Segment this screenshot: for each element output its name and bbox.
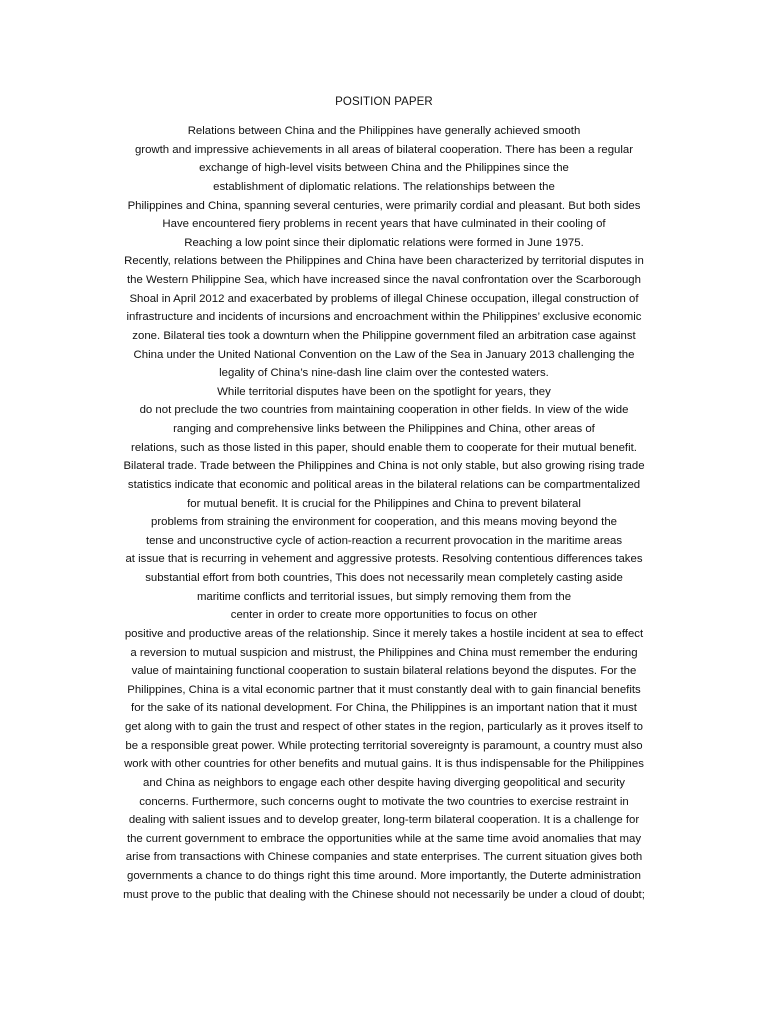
body-line: at issue that is recurring in vehement and aggressive protests. Resolving contentious differences takes: [125, 553, 643, 566]
body-line: work with other countries for other benefits and mutual gains. It is thus indispensable for the Philippines: [124, 758, 644, 771]
body-line: the current government to embrace the opportunities while at the same time avoid anomalies that may: [126, 832, 642, 845]
body-line: Philippines, China is a vital economic partner that it must constantly deal with to gain financial benefits: [127, 683, 641, 696]
body-line: Bilateral trade. Trade between the Philippines and China is not only stable, but also growing rising trade: [123, 460, 645, 473]
body-line: While territorial disputes have been on the spotlight for years, they: [217, 385, 551, 398]
body-line: relations, such as those listed in this paper, should enable them to cooperate for their mutual benefit.: [131, 441, 637, 454]
body-line: statistics indicate that economic and political areas in the bilateral relations can be compartmentalized: [127, 478, 641, 491]
body-line: tense and unconstructive cycle of action-reaction a recurrent provocation in the maritime areas: [145, 534, 623, 547]
body-line: get along with to gain the trust and respect of other states in the region, particularly as it proves itself to: [125, 721, 643, 733]
body-line: ranging and comprehensive links between the Philippines and China, other areas of: [173, 423, 595, 435]
body-line: growth and impressive achievements in all areas of bilateral cooperation. There has been a regular: [134, 143, 634, 156]
body-line: a reversion to mutual suspicion and mistrust, the Philippines and China must remember the enduring: [130, 646, 638, 659]
body-line: positive and productive areas of the relationship. Since it merely takes a hostile incident at sea to effect: [124, 627, 644, 640]
body-line: for the sake of its national development. For China, the Philippines is an important nation that it must: [131, 702, 637, 715]
body-line: be a responsible great power. While protecting territorial sovereignty is paramount, a country must also: [125, 739, 643, 752]
body-line: China under the United National Convention on the Law of the Sea in January 2013 challenging the: [133, 348, 635, 361]
body-line: value of maintaining functional cooperation to sustain bilateral relations beyond the disputes. For the: [131, 665, 637, 678]
body-line: do not preclude the two countries from maintaining cooperation in other fields. In view of the wide: [139, 404, 629, 417]
body-line: Recently, relations between the Philippines and China have been characterized by territorial disputes in: [124, 255, 644, 268]
document-body: [88, 122, 680, 904]
body-line: governments a chance to do things right this time around. More importantly, the Duterte administration: [127, 870, 641, 882]
body-line: problems from straining the environment for cooperation, and this means moving beyond the: [150, 516, 617, 529]
body-line: establishment of diplomatic relations. The relationships between the: [213, 180, 555, 193]
body-line: substantial effort from both countries, This does not necessarily mean completely casting aside: [145, 572, 623, 584]
body-line: maritime conflicts and territorial issues, but simply removing them from the: [196, 590, 572, 603]
body-line: concerns. Furthermore, such concerns ought to motivate the two countries to exercise restraint in: [139, 795, 629, 808]
body-line: must prove to the public that dealing with the Chinese should not necessarily be under a cloud of doubt;: [123, 888, 645, 901]
body-line: the Western Philippine Sea, which have increased since the naval confrontation over the Scarborough: [127, 274, 641, 286]
body-line: zone. Bilateral ties took a downturn when the Philippine government filed an arbitration case against: [132, 329, 636, 342]
body-line: arise from transactions with Chinese companies and state enterprises. The current situation gives both: [125, 851, 643, 864]
body-line: Reaching a low point since their diplomatic relations were formed in June 1975.: [184, 236, 584, 249]
document-title: POSITION PAPER: [335, 96, 433, 108]
body-line: Relations between China and the Philippines have generally achieved smooth: [187, 125, 581, 137]
body-line: center in order to create more opportunities to focus on other: [230, 609, 538, 622]
body-line: legality of China’s nine-dash line claim over the contested waters.: [219, 367, 549, 380]
body-line: dealing with salient issues and to develop greater, long-term bilateral cooperation. It is a challenge for: [128, 814, 640, 827]
body-line: Shoal in April 2012 and exacerbated by problems of illegal Chinese occupation, illegal construction of: [129, 292, 639, 305]
body-line: infrastructure and incidents of incursions and encroachment within the Philippines’ exclusive economic: [126, 311, 642, 324]
body-line: for mutual benefit. It is crucial for the Philippines and China to prevent bilateral: [187, 497, 581, 510]
body-line: Philippines and China, spanning several centuries, were primarily cordial and pleasant. But both sides: [127, 199, 641, 212]
body-line: and China as neighbors to engage each other despite having diverging geopolitical and security: [143, 776, 625, 789]
body-line: exchange of high-level visits between China and the Philippines since the: [199, 162, 569, 175]
body-line: Have encountered fiery problems in recent years that have culminated in their cooling of: [162, 218, 606, 231]
